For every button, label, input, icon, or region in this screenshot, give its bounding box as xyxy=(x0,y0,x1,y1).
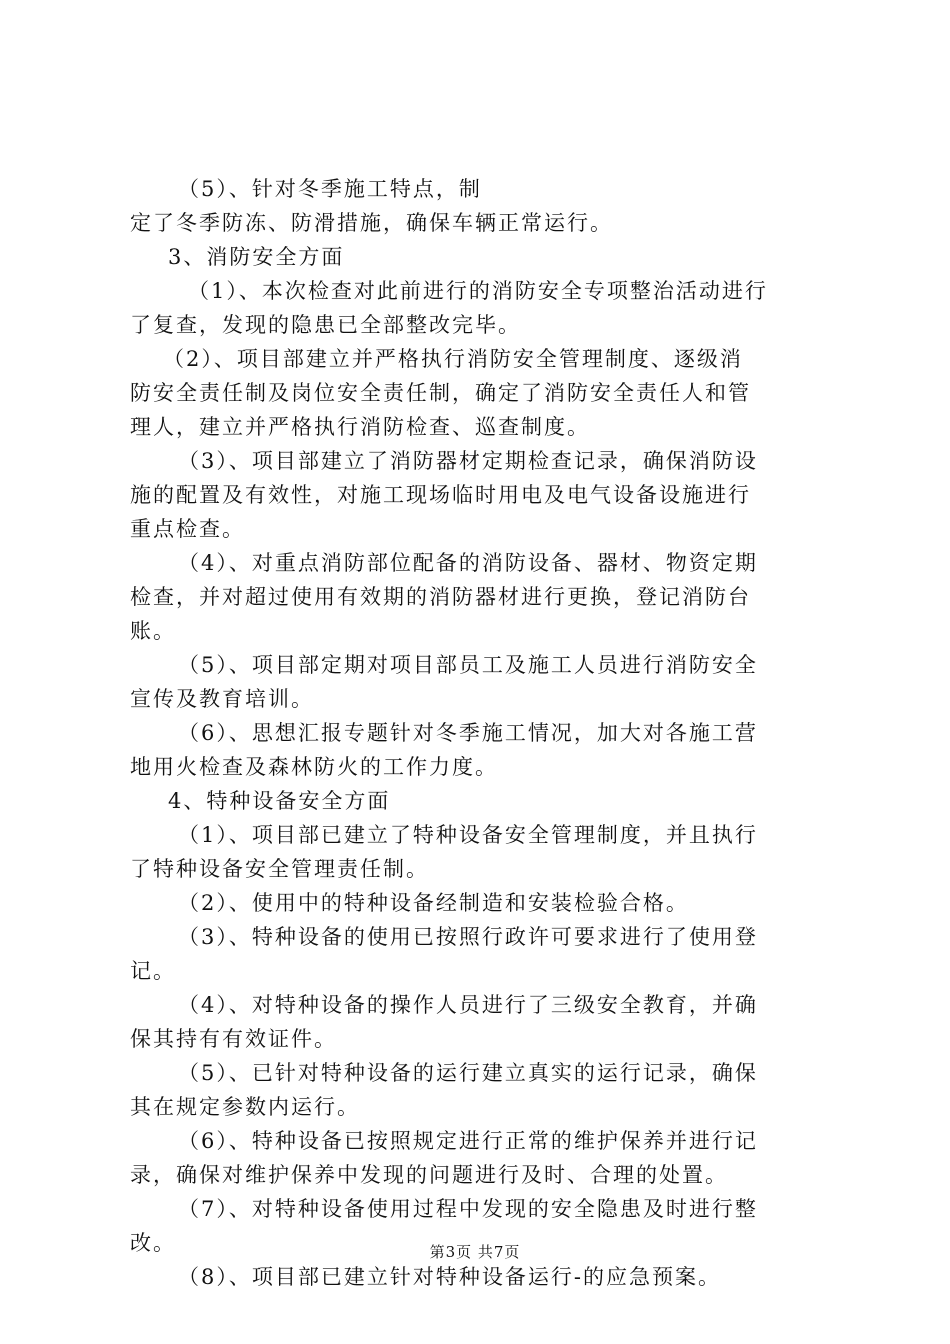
paragraph-line: 其在规定参数内运行。 xyxy=(130,1095,360,1119)
paragraph-line: （2）、使用中的特种设备经制造和安装检验合格。 xyxy=(178,891,689,915)
section-heading: 3、消防安全方面 xyxy=(168,245,345,269)
paragraph-line: 宣传及教育培训。 xyxy=(130,687,314,711)
paragraph-line: 重点检查。 xyxy=(130,517,245,541)
paragraph-line: （2）、项目部建立并严格执行消防安全管理制度、逐级消 xyxy=(163,347,743,371)
section-heading: 4、特种设备安全方面 xyxy=(168,789,391,813)
paragraph-line: 改。 xyxy=(130,1231,176,1255)
page-number-footer: 第3页 共7页 xyxy=(429,1243,521,1261)
paragraph-line: （5）、项目部定期对项目部员工及施工人员进行消防安全 xyxy=(178,653,758,677)
paragraph-line: （4）、对重点消防部位配备的消防设备、器材、物资定期 xyxy=(178,551,758,575)
paragraph-line: 理人，建立并严格执行消防检查、巡查制度。 xyxy=(130,415,590,439)
paragraph-line: （3）、特种设备的使用已按照行政许可要求进行了使用登 xyxy=(178,925,758,949)
paragraph-line: 了复查，发现的隐患已全部整改完毕。 xyxy=(130,313,521,337)
paragraph-line: （4）、对特种设备的操作人员进行了三级安全教育，并确 xyxy=(178,993,758,1017)
paragraph-line: （5）、已针对特种设备的运行建立真实的运行记录，确保 xyxy=(178,1061,758,1085)
paragraph-line: 录，确保对维护保养中发现的问题进行及时、合理的处置。 xyxy=(130,1163,728,1187)
paragraph-line: 账。 xyxy=(130,619,176,643)
paragraph-line: 记。 xyxy=(130,959,176,983)
paragraph-line: 保其持有有效证件。 xyxy=(130,1027,337,1051)
paragraph-line: （1）、项目部已建立了特种设备安全管理制度，并且执行 xyxy=(178,823,758,847)
paragraph-line: （5）、针对冬季施工特点，制 xyxy=(178,177,482,201)
paragraph-line: 了特种设备安全管理责任制。 xyxy=(130,857,429,881)
paragraph-line: （8）、项目部已建立针对特种设备运行-的应急预案。 xyxy=(178,1265,721,1289)
paragraph-line: 防安全责任制及岗位安全责任制，确定了消防安全责任人和管 xyxy=(130,381,751,405)
paragraph-line: 地用火检查及森林防火的工作力度。 xyxy=(130,755,498,779)
paragraph-line: （1）、本次检查对此前进行的消防安全专项整治活动进行 xyxy=(188,279,768,303)
paragraph-line: （6）、特种设备已按照规定进行正常的维护保养并进行记 xyxy=(178,1129,758,1153)
document-body xyxy=(130,172,830,1294)
paragraph-line: （6）、思想汇报专题针对冬季施工情况，加大对各施工营 xyxy=(178,721,758,745)
paragraph-line: 检查，并对超过使用有效期的消防器材进行更换，登记消防台 xyxy=(130,585,751,609)
paragraph-line: 定了冬季防冻、防滑措施，确保车辆正常运行。 xyxy=(130,211,613,235)
paragraph-line: （7）、对特种设备使用过程中发现的安全隐患及时进行整 xyxy=(178,1197,758,1221)
paragraph-line: 施的配置及有效性，对施工现场临时用电及电气设备设施进行 xyxy=(130,483,751,507)
paragraph-line: （3）、项目部建立了消防器材定期检查记录，确保消防设 xyxy=(178,449,758,473)
